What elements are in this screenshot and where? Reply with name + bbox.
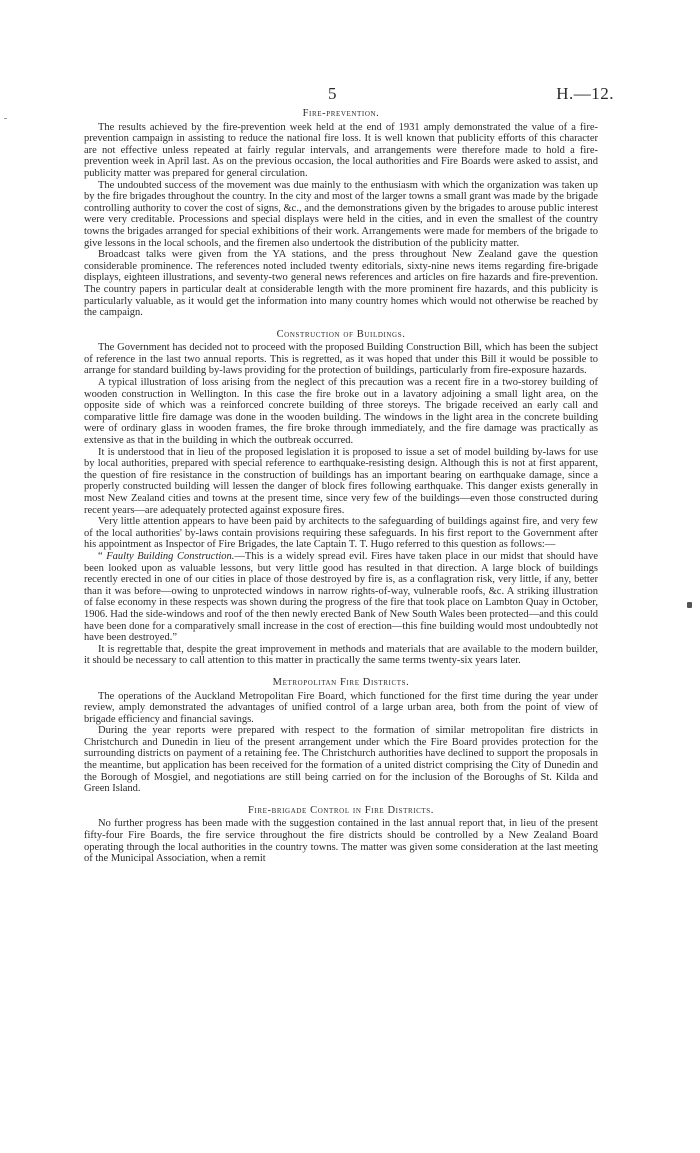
page-header (0, 84, 700, 104)
quote-open-mark: “ (98, 550, 107, 562)
quoted-paragraph (84, 551, 598, 644)
page-number: 5 (328, 84, 337, 103)
paragraph: The operations of the Auckland Metropolitan Fire Board, which functioned for the first time during the year under review, amply demonstrated the advantages of unified control of a large urban area, both from the point of view of brigade efficiency and financial savings. (84, 690, 598, 725)
paragraph: It is understood that in lieu of the proposed legislation it is proposed to issue a set of model building by-laws for use by local authorities, prepared with special reference to earthquake-resisting design. Although this is not at first apparent, the question of fire resistance in the construction of buildings has an important bearing on earthquake damage, since a properly constructed building will lessen the danger of block fires following earthquake. This danger exists generally in most New Zealand cities and towns at the present time, since very few of the buildings—even those constructed during recent years—are adequately protected against exposure fires. (84, 446, 598, 516)
paragraph: A typical illustration of loss arising from the neglect of this precaution was a recent fire in a two-storey building of wooden construction in Wellington. In this case the fire broke out in a lavatory adjoining a small light area, on the opposite side of which was a reinforced concrete building of three storeys. The brigade received an early call and comparative little fire damage was done in the wooden building. The windows in the light area in the concrete building were of ordinary glass in wooden frames, the fire broke through immediately, and the fire damage was practically as extensive as that in the building in which the outbreak occurred. (84, 377, 598, 447)
paragraph: During the year reports were prepared with respect to the formation of similar metropolitan fire districts in Christchurch and Dunedin in lieu of the present arrangement under which the Fire Board provides protection for the surrounding districts on payment of a retaining fee. The Christchurch authorities have declined to support the proposals in the meantime, but application has been received for the formation of a united district comprising the City of Dunedin and the Borough of Mosgiel, and negotiations are still being carried on for the inclusion of the Boroughs of St. Kilda and Green Island. (84, 725, 598, 795)
section-heading-construction-of-buildings: Construction of Buildings. (276, 328, 406, 340)
paragraph: No further progress has been made with the suggestion contained in the last annual report that, in lieu of the present fifty-four Fire Boards, the fire service throughout the fire districts should be controlled by a New Zealand Board operating through the local authorities in the country towns. The matter was given some consideration at the last meeting of the Municipal Association, when a remit (84, 818, 598, 865)
section-heading-fire-brigade-control: Fire-brigade Control in Fire Districts. (247, 804, 435, 816)
quote-title: Faulty Building Construction. (106, 550, 235, 562)
margin-mark (687, 602, 692, 608)
document-reference: H.—12. (556, 84, 614, 103)
quote-text: —This is a widely spread evil. Fires have taken place in our midst that should have been looked upon as valuable lessons, but very little good has resulted in that direction. A large block of buildings recently erected in one of our cities in place of those destroyed by fire is, as a conflagration risk, very little, if any, better than it was before—owing to unprotected windows in narrow rights-of-way, vulnerable roofs, &c. A striking illustration of false economy in these respects was shown during the progress of the fire that took place on Lambton Quay in October, 1906. Had the side-windows and roof of the then newly erected Bank of New South Wales been protected—and this could have been done for a comparatively small increase in the cost of erection—this fine building would most undoubtedly not have been destroyed.” (84, 550, 598, 644)
section-heading-metropolitan-fire-districts: Metropolitan Fire Districts. (272, 676, 410, 688)
body-text (84, 108, 598, 865)
paragraph: The undoubted success of the movement was due mainly to the enthusiasm with which the organization was taken up by the fire brigades throughout the country. In the city and most of the larger towns a small grant was made by the brigade controlling authority to cover the cost of signs, &c., and the demonstrations given by the brigades to arouse public interest were very creditable. Processions and special displays were held in the cities, and in even the smallest of the country towns the brigades arranged for special exhibitions of their work. Arrangements were made for members of the brigade to give lessons in the local schools, and the firemen also undertook the distribution of the publicity matter. (84, 179, 598, 249)
paragraph: The results achieved by the fire-prevention week held at the end of 1931 amply demonstrated the value of a fire-prevention campaign in assisting to reduce the national fire loss. It is well known that publicity efforts of this character are not effective unless repeated at fairly regular intervals, and arrangements were therefore made to hold a fire-prevention week in April last. As on the previous occasion, the local authorities and Fire Boards were asked to assist, and publicity matter was prepared for general circulation. (84, 121, 598, 179)
paragraph: Broadcast talks were given from the YA stations, and the press throughout New Zealand gave the question considerable prominence. The references noted included twenty editorials, sixty-nine news items regarding fire-brigade displays, eighteen illustrations, and seventy-two general news references and articles on fire hazards and fire-prevention. The country papers in particular dealt at considerable length with the more prominent fire hazards, and this publicity is particularly valuable, as it would get the information into many country homes which would not otherwise be reached by the campaign. (84, 249, 598, 319)
paragraph: The Government has decided not to proceed with the proposed Building Construction Bill, which has been the subject of reference in the last two annual reports. This is regretted, as it was hoped that under this Bill it would be possible to arrange for standard building by-laws providing for the protection of buildings, particularly from fire-exposure hazards. (84, 342, 598, 377)
paragraph: It is regrettable that, despite the great improvement in methods and materials that are available to the modern builder, it should be necessary to call attention to this matter in practically the same terms twenty-six years later. (84, 643, 598, 667)
paragraph: Very little attention appears to have been paid by architects to the safeguarding of buildings against fire, and very few of the local authorities' by-laws contain provisions requiring these safeguards. In his first report to the Government after his appointment as Inspector of Fire Brigades, the late Captain T. T. Hugo referred to this question as follows:— (84, 516, 598, 551)
section-heading-fire-prevention: Fire-prevention. (302, 108, 380, 119)
margin-tick (4, 118, 7, 119)
